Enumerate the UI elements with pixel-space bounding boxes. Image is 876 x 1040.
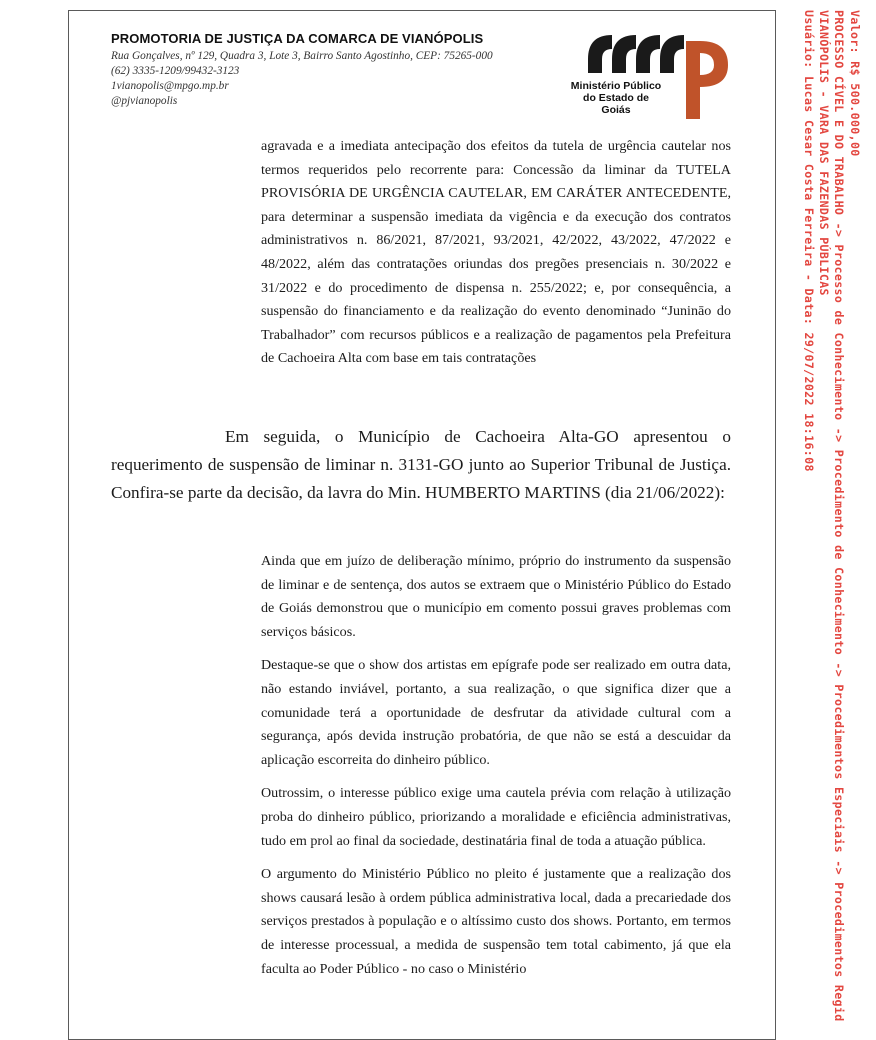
stamp-process-class: PROCESSO CÍVEL E DO TRABALHO -> Processo de Conhecimento -> Procedimento de Conhecimento -> Procedimentos Especiais -> Procedimentos Regid [832, 10, 846, 1022]
logo-p-bowl [700, 41, 728, 87]
logo-arc-4 [660, 35, 684, 73]
quote2-paragraph: Ainda que em juízo de deliberação mínimo, próprio do instrumento da suspensão de liminar e de sentença, dos autos se extraem que o Ministério Público do Estado de Goiás demonstrou que o município em comento possui graves problemas com serviços básicos. [261, 553, 731, 640]
quote2-paragraph: O argumento do Ministério Público no pleito é justamente que a realização dos shows causará lesão à ordem pública administrativa local, dada a precariedade dos serviços prestados à população e o altíssimo custo dos shows. Portanto, em termos de interesse processual, a medida de suspensão tem total cabimento, já que ela faculta ao Poder Público - no caso o Ministério [261, 866, 731, 977]
logo-arc-1 [588, 35, 612, 73]
letterhead [111, 31, 571, 109]
stamp-court: VIANÓPOLIS - VARA DAS FAZENDAS PÚBLICAS [817, 10, 831, 296]
block-quote-1 [261, 135, 731, 371]
quote2-paragraph: Destaque-se que o show dos artistas em epígrafe pode ser realizado em outra data, não estando inviável, portanto, a sua realização, o que significa dizer que a comunidade terá a oportunidade de desfrutar da atividade cultural com a segurança, após devida instrução probatória, de que não se está a descuidar da aplicação escorreita do dinheiro público. [261, 657, 731, 768]
phone-line: (62) 3335-1209/99432-3123 [111, 65, 240, 77]
quote2-paragraph: Outrossim, o interesse público exige uma cautela prévia com relação à utilização proba do dinheiro público, priorizando a moralidade e eficiência administrativas, tudo em prol ao final da sociedade, destinatária final de toda a atuação pública. [261, 785, 731, 849]
block-quote-2 [261, 550, 731, 991]
stamp-user-date: Usuário: Lucas Cesar Costa Ferreira - Data: 29/07/2022 18:16:08 [802, 10, 816, 472]
document-page [68, 10, 776, 1040]
stamp-value: Valor: R$ 500.000,00 [848, 10, 862, 157]
email-line: 1vianopolis@mpgo.mp.br [111, 80, 229, 92]
quote1-text: agravada e a imediata antecipação dos efeitos da tutela de urgência cautelar nos termos requeridos pelo recorrente para: Concessão da liminar da TUTELA PROVISÓRIA DE URGÊNCIA CAUTELAR, EM CARÁTER ANTECEDENTE, para determinar a suspensão imediata da vigência e da execução dos contratos administrativos n. 86/2021, 87/2021, 93/2021, 42/2022, 43/2022, 47/2022 e 48/2022, além das contratações oriundas dos pregões presenciais n. 30/2022 e 31/2022 e do procedimento de dispensa n. 255/2022; e, por consequência, a suspensão do financiamento e da realização do evento denominado “Junināo do Trabalhador” com recursos públicos e a realização de pagamentos pela Prefeitura de Cachoeira Alta com base em tais contratações [261, 138, 731, 367]
electronic-stamp [790, 10, 876, 1024]
logo-arc-2 [612, 35, 636, 73]
social-line: @pjvianopolis [111, 95, 178, 107]
address-line: Rua Gonçalves, nº 129, Quadra 3, Lote 3, Bairro Santo Agostinho, CEP: 75265-000 [111, 50, 493, 62]
logo-caption: Ministério Público do Estado de Goiás [570, 80, 662, 116]
logo-arc-3 [636, 35, 660, 73]
body-text: Em seguida, o Município de Cachoeira Alta-GO apresentou o requerimento de suspensão de liminar n. 3131-GO junto ao Superior Tribunal de Justiça. Confira-se parte da decisão, da lavra do Min. HUMBERTO MARTINS (dia 21/06/2022): [111, 427, 731, 503]
org-title: PROMOTORIA DE JUSTIÇA DA COMARCA DE VIANÓPOLIS [111, 31, 484, 46]
logo-bar-orange [686, 41, 700, 119]
body-paragraph [111, 423, 731, 508]
